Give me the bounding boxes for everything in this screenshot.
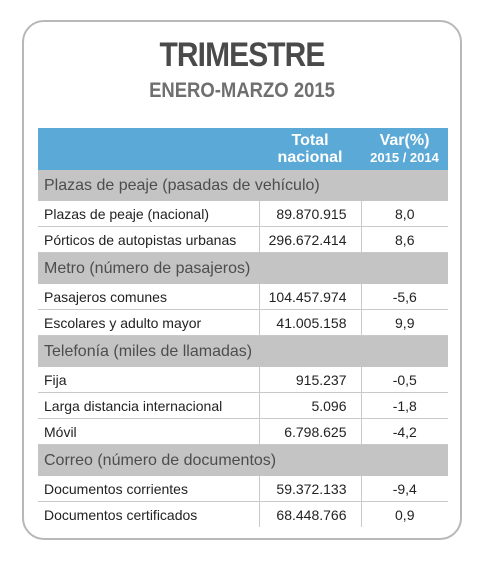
table-row [38,284,448,310]
row-var: 0,9 [361,502,448,528]
section-title: Telefonía (miles de llamadas) [38,336,448,368]
row-name: Pasajeros comunes [38,284,259,310]
table-row [38,367,448,393]
table-row [38,310,448,336]
card-title: TRIMESTRE [159,36,325,74]
row-name: Larga distancia internacional [38,393,259,419]
row-var: 9,9 [361,310,448,336]
row-var: -1,8 [361,393,448,419]
section-header-correo [38,445,448,477]
row-var: -5,6 [361,284,448,310]
row-total: 296.672.414 [259,227,361,253]
header-var-line2: 2015 / 2014 [370,150,439,165]
row-name: Escolares y adulto mayor [38,310,259,336]
header-total-line1: Total [291,132,329,149]
section-title: Plazas de peaje (pasadas de vehículo) [38,170,448,201]
row-name: Fija [38,367,259,393]
row-name: Plazas de peaje (nacional) [38,201,259,227]
table-header-row [38,128,448,170]
header-variation [361,128,448,170]
row-name: Móvil [38,419,259,445]
section-title: Metro (número de pasajeros) [38,253,448,285]
section-header-peaje [38,170,448,201]
row-total: 6.798.625 [259,419,361,445]
table-row [38,393,448,419]
row-total: 104.457.974 [259,284,361,310]
row-name: Pórticos de autopistas urbanas [38,227,259,253]
row-var: 8,6 [361,227,448,253]
row-var: -4,2 [361,419,448,445]
statistics-table [38,128,448,527]
card-subtitle: ENERO-MARZO 2015 [149,79,335,102]
row-total: 915.237 [259,367,361,393]
row-var: -9,4 [361,476,448,502]
row-total: 41.005.158 [259,310,361,336]
section-header-telefonia [38,336,448,368]
row-total: 89.870.915 [259,201,361,227]
header-total-nacional [259,128,361,170]
header-blank-cell [38,128,259,170]
section-header-metro [38,253,448,285]
table-row [38,201,448,227]
header-total-line2: nacional [277,149,343,166]
row-total: 59.372.133 [259,476,361,502]
row-total: 5.096 [259,393,361,419]
row-total: 68.448.766 [259,502,361,528]
row-var: 8,0 [361,201,448,227]
row-name: Documentos certificados [38,502,259,528]
table-row [38,502,448,528]
row-name: Documentos corrientes [38,476,259,502]
row-var: -0,5 [361,367,448,393]
table-row [38,419,448,445]
table-row [38,476,448,502]
summary-card [22,20,462,540]
table-row [38,227,448,253]
section-title: Correo (número de documentos) [38,445,448,477]
header-var-line1: Var(%) [379,132,430,149]
